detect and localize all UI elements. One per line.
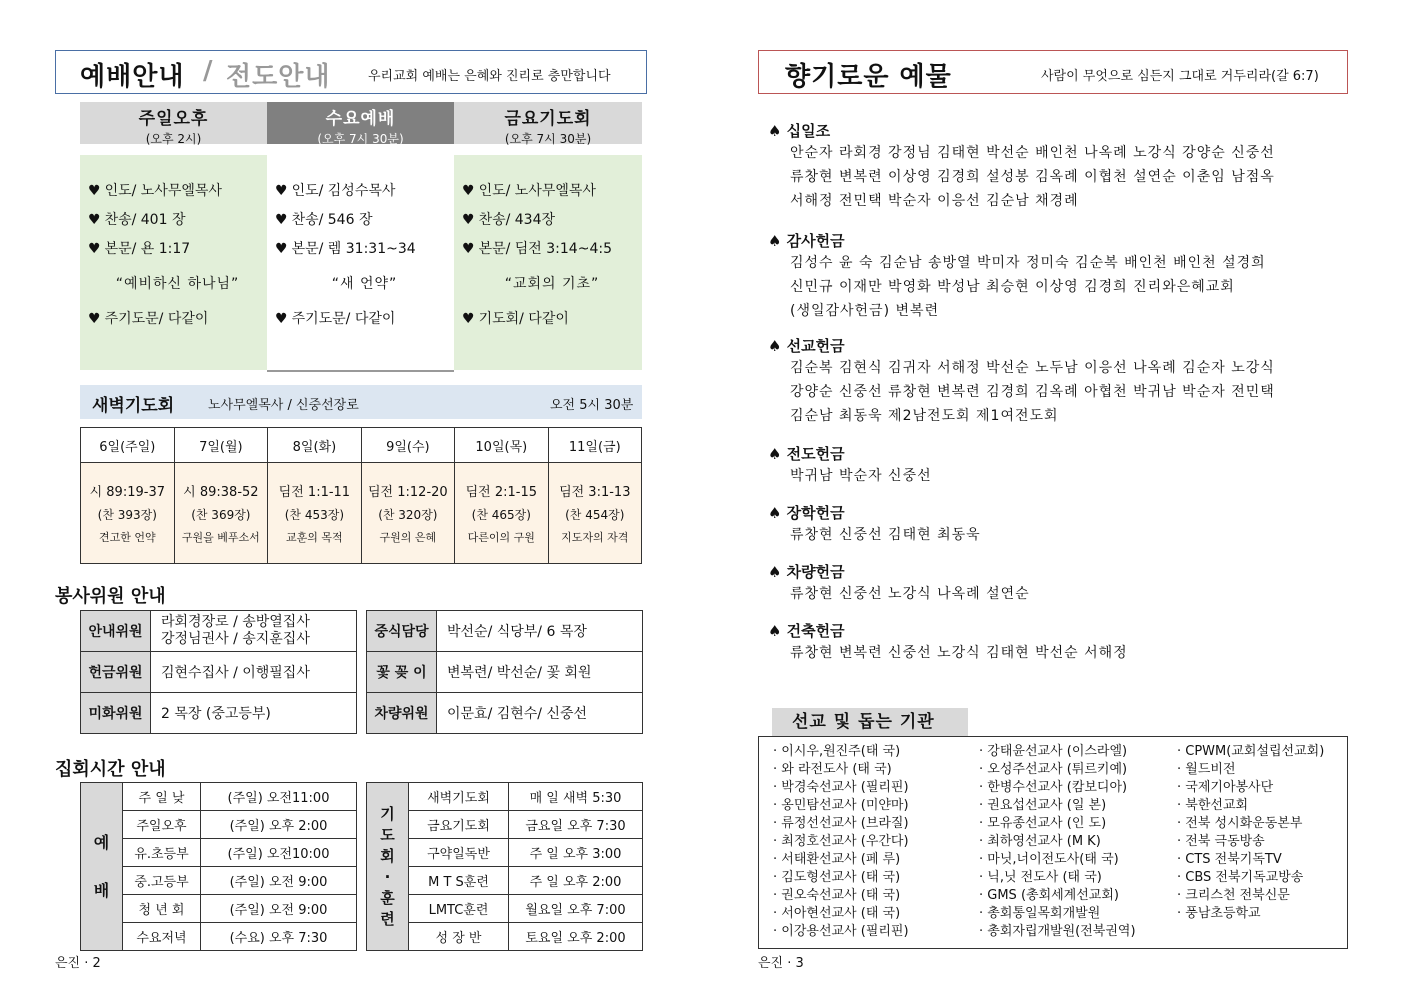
day-cell bbox=[268, 463, 361, 564]
heart-icon: ♥ bbox=[462, 311, 475, 327]
offering-names: 안순자 라회경 강정님 김태현 박선순 배인천 나옥례 노강식 강양순 신중선 bbox=[790, 145, 1275, 161]
servant-names-line: 라회경장로 / 송방열집사 bbox=[161, 614, 310, 630]
service-closing: 주기도문/ 다같이 bbox=[291, 311, 396, 327]
service-header-sunday bbox=[80, 102, 267, 144]
org-item: · 권요섭선교사 (일 본) bbox=[979, 798, 1107, 813]
meeting-time: 주 일 오후 2:00 bbox=[509, 867, 643, 895]
day-header: 9일(수) bbox=[361, 428, 455, 463]
org-item: · 이시우,원진주(태 국) bbox=[773, 744, 901, 759]
org-item: · 마닛,너이전도사(태 국) bbox=[979, 852, 1119, 867]
day-header: 10일(목) bbox=[455, 428, 548, 463]
servant-role: 차량위원 bbox=[367, 693, 437, 734]
org-item: · CTS 전북기독TV bbox=[1177, 852, 1282, 867]
meeting-name: 청 년 회 bbox=[123, 895, 201, 923]
meeting-name: 주일오후 bbox=[123, 811, 201, 839]
page-title: 예배안내 bbox=[80, 62, 185, 92]
heart-icon: ♥ bbox=[88, 212, 101, 228]
theme: 지도자의 자격 bbox=[561, 531, 629, 544]
label-char: 훈 bbox=[380, 888, 395, 907]
org-item: · 최하영선교사 (M K) bbox=[979, 834, 1101, 849]
spade-icon: ♠ bbox=[768, 504, 787, 522]
meeting-name: M T S훈련 bbox=[409, 867, 509, 895]
servant-role: 헌금위원 bbox=[81, 652, 151, 693]
scripture: 시 89:38-52 bbox=[183, 485, 259, 500]
offering-category: 십일조 bbox=[786, 122, 831, 140]
org-item: · 크리스천 전북신문 bbox=[1177, 888, 1290, 903]
servant-names-line: 강정님권사 / 송지훈집사 bbox=[161, 631, 310, 647]
service-hymn: 찬송/ 401 장 bbox=[104, 212, 186, 228]
service-leader: 인도/ 김성수목사 bbox=[291, 183, 396, 199]
org-item: · 오성주선교사 (튀르키예) bbox=[979, 762, 1128, 777]
org-item: · GMS (총회세계선교회) bbox=[979, 888, 1119, 903]
org-item: · 최정호선교사 (우간다) bbox=[773, 834, 909, 849]
meeting-name: 유.초등부 bbox=[123, 839, 201, 867]
meeting-name: 주 일 낮 bbox=[123, 783, 201, 811]
heart-icon: ♥ bbox=[88, 183, 101, 199]
service-closing: 주기도문/ 다같이 bbox=[104, 311, 209, 327]
offering-names: 서해정 전민택 박순자 이응선 김순남 채경례 bbox=[790, 193, 1079, 209]
meeting-name: 새벽기도회 bbox=[409, 783, 509, 811]
header-tagline: 우리교회 예배는 은혜와 진리로 충만합니다 bbox=[368, 69, 611, 84]
dawn-prayer-time: 오전 5시 30분 bbox=[550, 398, 634, 413]
org-item: · 북한선교회 bbox=[1177, 798, 1249, 813]
offering-names: 류창현 신중선 김태현 최동욱 bbox=[790, 527, 981, 543]
offering-names: 강양순 신중선 류창현 변복련 김경희 김옥례 아협천 박귀남 박순자 전민택 bbox=[790, 384, 1275, 400]
service-scripture: 본문/ 욘 1:17 bbox=[104, 241, 191, 257]
theme: 구원을 베푸소서 bbox=[181, 531, 260, 544]
servant-role: 미화위원 bbox=[81, 693, 151, 734]
service-name: 주일오후 bbox=[138, 109, 209, 129]
right-header bbox=[758, 50, 1348, 94]
heart-icon: ♥ bbox=[275, 241, 288, 257]
day-header: 6일(주일) bbox=[81, 428, 175, 463]
scripture: 딤전 3:1-13 bbox=[559, 485, 631, 500]
label-char: 도 bbox=[380, 825, 395, 844]
service-divider bbox=[267, 370, 454, 372]
hymn: (찬 465장) bbox=[471, 508, 531, 522]
title-separator: / bbox=[203, 56, 214, 86]
org-item: · 와 라전도사 (태 국) bbox=[773, 762, 892, 777]
day-cell bbox=[174, 463, 268, 564]
meeting-time: 매 일 새벽 5:30 bbox=[509, 783, 643, 811]
service-closing: 기도회/ 다같이 bbox=[478, 311, 569, 327]
meeting-name: LMTC훈련 bbox=[409, 895, 509, 923]
meeting-time: (주일) 오전11:00 bbox=[201, 783, 357, 811]
service-leader: 인도/ 노사무엘목사 bbox=[104, 183, 222, 199]
label-char: 기 bbox=[380, 804, 395, 823]
orgs-column-3 bbox=[1177, 743, 1324, 923]
theme: 구원의 은혜 bbox=[379, 531, 437, 544]
org-item: · 닉,닛 전도사 (태 국) bbox=[979, 870, 1102, 885]
org-item: · CPWM(교회설립선교회) bbox=[1177, 744, 1325, 759]
servants-title: 봉사위원 안내 bbox=[55, 586, 166, 607]
meeting-name: 수요저녁 bbox=[123, 923, 201, 951]
org-item: · 총회자립개발원(전북권역) bbox=[979, 924, 1136, 939]
servant-names bbox=[151, 611, 357, 652]
spade-icon: ♠ bbox=[768, 232, 787, 250]
org-item: · 강태윤선교사 (이스라엘) bbox=[979, 744, 1128, 759]
scripture: 딤전 1:1-11 bbox=[278, 485, 351, 500]
org-item: · 김도형선교사 (태 국) bbox=[773, 870, 901, 885]
theme: 교훈의 목적 bbox=[286, 531, 343, 544]
worship-label bbox=[81, 783, 123, 951]
sermon-title: “새 언약” bbox=[331, 276, 398, 292]
worship-times-table bbox=[80, 782, 357, 951]
service-hymn: 찬송/ 434장 bbox=[478, 212, 556, 228]
offering-names: 류창현 신중선 노강식 나옥례 설연순 bbox=[790, 586, 1030, 602]
day-header: 11일(금) bbox=[548, 428, 641, 463]
day-header: 7일(월) bbox=[174, 428, 268, 463]
offering-section bbox=[768, 120, 1348, 230]
offering-category: 감사헌금 bbox=[786, 232, 845, 250]
service-name: 금요기도회 bbox=[504, 109, 592, 129]
offering-names: 류창현 변복련 이상영 김경희 설성봉 김옥례 이협천 설연순 이춘임 남점옥 bbox=[790, 169, 1275, 185]
hymn: (찬 320장) bbox=[378, 508, 438, 522]
meeting-time: (주일) 오전 9:00 bbox=[201, 867, 357, 895]
label-char: 회 bbox=[380, 846, 395, 865]
dawn-prayer-bar bbox=[80, 385, 642, 419]
dawn-prayer-title: 새벽기도회 bbox=[92, 396, 175, 416]
heart-icon: ♥ bbox=[88, 241, 101, 257]
org-item: · 풍남초등학교 bbox=[1177, 906, 1261, 921]
spade-icon: ♠ bbox=[768, 337, 787, 355]
offering-names: (생일감사헌금) 변복련 bbox=[790, 303, 940, 319]
meeting-time: (주일) 오전10:00 bbox=[201, 839, 357, 867]
offering-title: 향기로운 예물 bbox=[785, 62, 952, 92]
scripture: 딤전 2:1-15 bbox=[465, 485, 538, 500]
scripture: 시 89:19-37 bbox=[89, 485, 165, 500]
meeting-time: 금요일 오후 7:30 bbox=[509, 811, 643, 839]
meetings-title: 집회시간 안내 bbox=[55, 759, 166, 780]
org-item: · 전북 성시화운동본부 bbox=[1177, 816, 1303, 831]
offering-names: 김성수 윤 숙 김순남 송방열 박미자 정미숙 김순복 배인천 배인천 설경희 bbox=[790, 255, 1266, 271]
servant-names: 2 목장 (중고등부) bbox=[151, 693, 357, 734]
service-name: 수요예배 bbox=[325, 109, 396, 129]
label-char: 련 bbox=[380, 909, 395, 928]
hymn: (찬 453장) bbox=[284, 508, 345, 522]
servants-table-left bbox=[80, 610, 357, 734]
servant-names: 이문효/ 김현수/ 신중선 bbox=[437, 693, 643, 734]
spade-icon: ♠ bbox=[768, 122, 787, 140]
servant-names: 변복련/ 박선순/ 꽃 회원 bbox=[437, 652, 643, 693]
service-time: (오후 7시 30분) bbox=[317, 132, 404, 146]
servant-names: 김현수집사 / 이행필집사 bbox=[151, 652, 357, 693]
page-number-right: 은진 · 3 bbox=[758, 956, 804, 971]
dawn-prayer-leaders: 노사무엘목사 / 신중선장로 bbox=[208, 398, 359, 413]
org-item: · CBS 전북기독교방송 bbox=[1177, 870, 1304, 885]
orgs-box bbox=[758, 736, 1348, 949]
spade-icon: ♠ bbox=[768, 622, 787, 640]
prayer-times-table bbox=[366, 782, 643, 951]
label-char: 예 bbox=[93, 832, 110, 852]
servant-role: 꽃 꽂 이 bbox=[367, 652, 437, 693]
org-item: · 모유종선교사 (인 도) bbox=[979, 816, 1107, 831]
offering-verse: 사람이 무엇으로 심든지 그대로 거두리라(갈 6:7) bbox=[1041, 69, 1319, 84]
heart-icon: ♥ bbox=[275, 183, 288, 199]
service-detail-wednesday bbox=[267, 155, 454, 370]
meeting-name: 구약일독반 bbox=[409, 839, 509, 867]
orgs-column-1 bbox=[773, 743, 909, 941]
heart-icon: ♥ bbox=[462, 183, 475, 199]
day-cell bbox=[361, 463, 455, 564]
orgs-column-2 bbox=[979, 743, 1136, 941]
org-item: · 총회통일목회개발원 bbox=[979, 906, 1101, 921]
hymn: (찬 454장) bbox=[565, 508, 625, 522]
theme: 견고한 언약 bbox=[98, 531, 156, 544]
page-subtitle-title: 전도안내 bbox=[226, 62, 331, 92]
org-item: · 한병수선교사 (캄보디아) bbox=[979, 780, 1128, 795]
servant-role: 중식담당 bbox=[367, 611, 437, 652]
org-item: · 월드비전 bbox=[1177, 762, 1236, 777]
dawn-schedule-table bbox=[80, 427, 642, 564]
scripture: 딤전 1:12-20 bbox=[368, 485, 448, 500]
left-header bbox=[55, 50, 647, 94]
org-item: · 권오숙선교사 (태 국) bbox=[773, 888, 901, 903]
offering-section bbox=[768, 230, 1348, 335]
spade-icon: ♠ bbox=[768, 563, 787, 581]
hymn: (찬 369장) bbox=[191, 508, 251, 522]
org-item: · 옹민탐선교사 (미얀마) bbox=[773, 798, 909, 813]
org-item: · 박경숙선교사 (필리핀) bbox=[773, 780, 909, 795]
label-char: 배 bbox=[93, 880, 110, 900]
heart-icon: ♥ bbox=[275, 212, 288, 228]
org-item: · 류정선선교사 (브라질) bbox=[773, 816, 909, 831]
offering-category: 건축헌금 bbox=[786, 622, 845, 640]
meeting-time: (수요) 오후 7:30 bbox=[201, 923, 357, 951]
heart-icon: ♥ bbox=[462, 241, 475, 257]
org-item: · 서아현선교사 (태 국) bbox=[773, 906, 901, 921]
prayer-label bbox=[367, 783, 409, 951]
offering-category: 차량헌금 bbox=[786, 563, 845, 581]
service-header-wednesday bbox=[267, 102, 454, 144]
servants-table-right bbox=[366, 610, 643, 734]
sermon-title: “교회의 기초” bbox=[504, 276, 600, 292]
org-item: · 이강용선교사 (필리핀) bbox=[773, 924, 909, 939]
spade-icon: ♠ bbox=[768, 445, 787, 463]
offering-category: 선교헌금 bbox=[786, 337, 845, 355]
org-item: · 국제기아봉사단 bbox=[1177, 780, 1274, 795]
offering-section bbox=[768, 620, 1348, 679]
servant-role: 안내위원 bbox=[81, 611, 151, 652]
service-detail-friday bbox=[454, 155, 642, 370]
meeting-time: (주일) 오전 9:00 bbox=[201, 895, 357, 923]
day-cell bbox=[455, 463, 548, 564]
day-cell bbox=[81, 463, 175, 564]
meeting-name: 중.고등부 bbox=[123, 867, 201, 895]
service-scripture: 본문/ 딤전 3:14~4:5 bbox=[478, 241, 612, 257]
org-item: · 전북 극동방송 bbox=[1177, 834, 1265, 849]
offering-names: 류창현 변복련 신중선 노강식 김태현 박선순 서해정 bbox=[790, 645, 1128, 661]
label-char: · bbox=[384, 867, 391, 886]
offering-section bbox=[768, 502, 1348, 561]
hymn: (찬 393장) bbox=[97, 508, 157, 522]
meeting-name: 금요기도회 bbox=[409, 811, 509, 839]
service-scripture: 본문/ 렘 31:31~34 bbox=[291, 241, 416, 257]
service-detail-sunday bbox=[80, 155, 267, 370]
service-leader: 인도/ 노사무엘목사 bbox=[478, 183, 596, 199]
offering-category: 전도헌금 bbox=[786, 445, 845, 463]
offering-names: 신민규 이재만 박영화 박성남 최승현 이상영 김경희 진리와은혜교회 bbox=[790, 279, 1235, 295]
servant-names: 박선순/ 식당부/ 6 목장 bbox=[437, 611, 643, 652]
sermon-title: “예비하신 하나님” bbox=[115, 276, 240, 292]
theme: 다른이의 구원 bbox=[467, 531, 535, 544]
offering-names: 박귀남 박순자 신중선 bbox=[790, 468, 932, 484]
meeting-time: 월요일 오후 7:00 bbox=[509, 895, 643, 923]
page-number-left: 은진 · 2 bbox=[55, 956, 101, 971]
offering-names: 김순남 최동욱 제2남전도회 제1여전도회 bbox=[790, 408, 1059, 424]
offering-names: 김순복 김현식 김귀자 서해정 박선순 노두남 이응선 나옥례 김순자 노강식 bbox=[790, 360, 1275, 376]
heart-icon: ♥ bbox=[275, 311, 288, 327]
day-header: 8일(화) bbox=[268, 428, 361, 463]
service-header-friday bbox=[454, 102, 642, 144]
org-item: · 서태환선교사 (페 루) bbox=[773, 852, 901, 867]
meeting-name: 성 장 반 bbox=[409, 923, 509, 951]
heart-icon: ♥ bbox=[88, 311, 101, 327]
service-time: (오후 7시 30분) bbox=[504, 132, 592, 146]
heart-icon: ♥ bbox=[462, 212, 475, 228]
orgs-title: 선교 및 돕는 기관 bbox=[772, 708, 968, 736]
meeting-time: (주일) 오후 2:00 bbox=[201, 811, 357, 839]
offering-section bbox=[768, 335, 1348, 443]
offerings-list bbox=[768, 120, 1348, 679]
meeting-time: 주 일 오후 3:00 bbox=[509, 839, 643, 867]
offering-section bbox=[768, 443, 1348, 502]
day-cell bbox=[548, 463, 641, 564]
service-hymn: 찬송/ 546 장 bbox=[291, 212, 373, 228]
offering-category: 장학헌금 bbox=[786, 504, 845, 522]
service-time: (오후 2시) bbox=[145, 132, 202, 146]
offering-section bbox=[768, 561, 1348, 620]
meeting-time: 토요일 오후 2:00 bbox=[509, 923, 643, 951]
